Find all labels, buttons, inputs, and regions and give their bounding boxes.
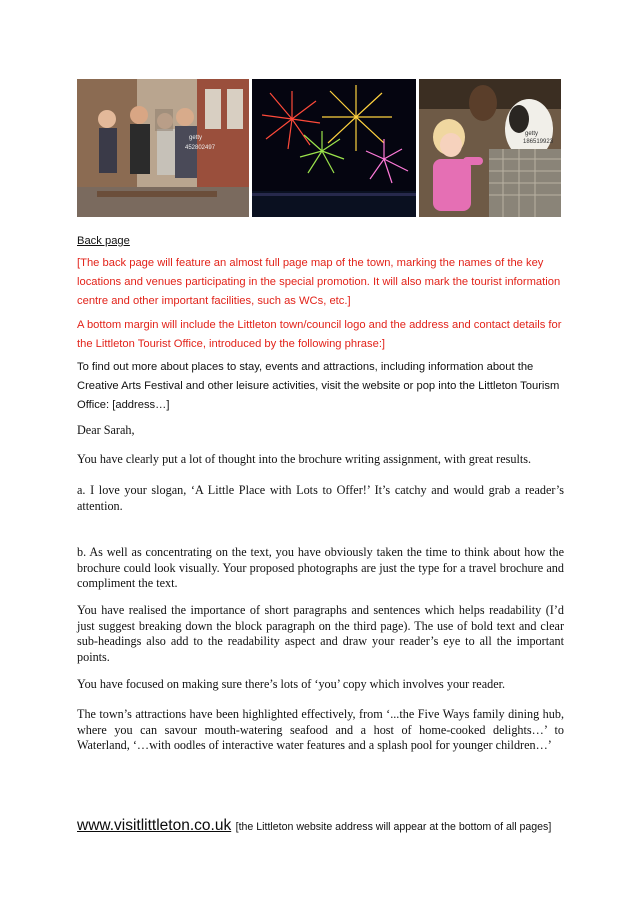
find-out-more-paragraph: To find out more about places to stay, events and attractions, including information about the Creative Arts Festival and other leisure activities, visit the website or pop into the Littleton Tourism Office: [address…] — [77, 361, 560, 411]
child-goat-photo — [419, 79, 561, 217]
svg-text:getty: getty — [189, 135, 203, 141]
website-link[interactable]: www.visitlittleton.co.uk — [77, 817, 232, 834]
feedback-intro: You have clearly put a lot of thought into the brochure writing assignment, with great results. — [77, 452, 532, 466]
photo-strip — [77, 79, 561, 217]
feedback-you-copy: You have focused on making sure there’s lots of ‘you’ copy which involves your reader. — [77, 677, 506, 691]
bottom-margin-note: A bottom margin will include the Littleton town/council logo and the address and contact details for the Littleton Tourist Office, introduced by the following phrase:] — [77, 319, 562, 350]
svg-text:186519923: 186519923 — [523, 139, 554, 145]
svg-text:getty: getty — [525, 131, 539, 137]
feedback-readability: You have realised the importance of short paragraphs and sentences which helps readability (I’d just suggest breaking down the block paragraph on the third page). The use of bold text and clear sub-headings also add to the readability aspect and draw your reader’s eye to all the important points. — [77, 603, 564, 664]
footer-note: [the Littleton website address will appear at the bottom of all pages] — [235, 821, 552, 833]
svg-text:452802497: 452802497 — [185, 145, 216, 151]
feedback-attractions: The town’s attractions have been highlighted effectively, from ‘...the Five Ways family dining hub, where you can savour mouth-watering seafood and a host of home-cooked delights…’ to Waterland, ‘…with oodles of interactive water features and a splash pool for younger children…’ — [77, 707, 564, 752]
feedback-point-b: b. As well as concentrating on the text, you have obviously taken the time to think about how the brochure could look visually. Your proposed photographs are just the type for a travel brochure and compliment the text. — [77, 545, 564, 590]
feedback-point-a: a. I love your slogan, ‘A Little Place with Lots to Offer!’ It’s catchy and would grab a reader’s attention. — [77, 483, 564, 513]
people-street-photo — [77, 79, 249, 217]
fireworks-photo — [252, 79, 416, 217]
back-page-heading: Back page — [77, 235, 130, 247]
back-page-map-note: [The back page will feature an almost full page map of the town, marking the names of the key locations and venues participating in the special promotion. It will also mark the tourist information centre and other important facilities, such as WCs, etc.] — [77, 257, 561, 307]
page-footer — [77, 816, 564, 838]
letter-greeting: Dear Sarah, — [77, 423, 135, 437]
